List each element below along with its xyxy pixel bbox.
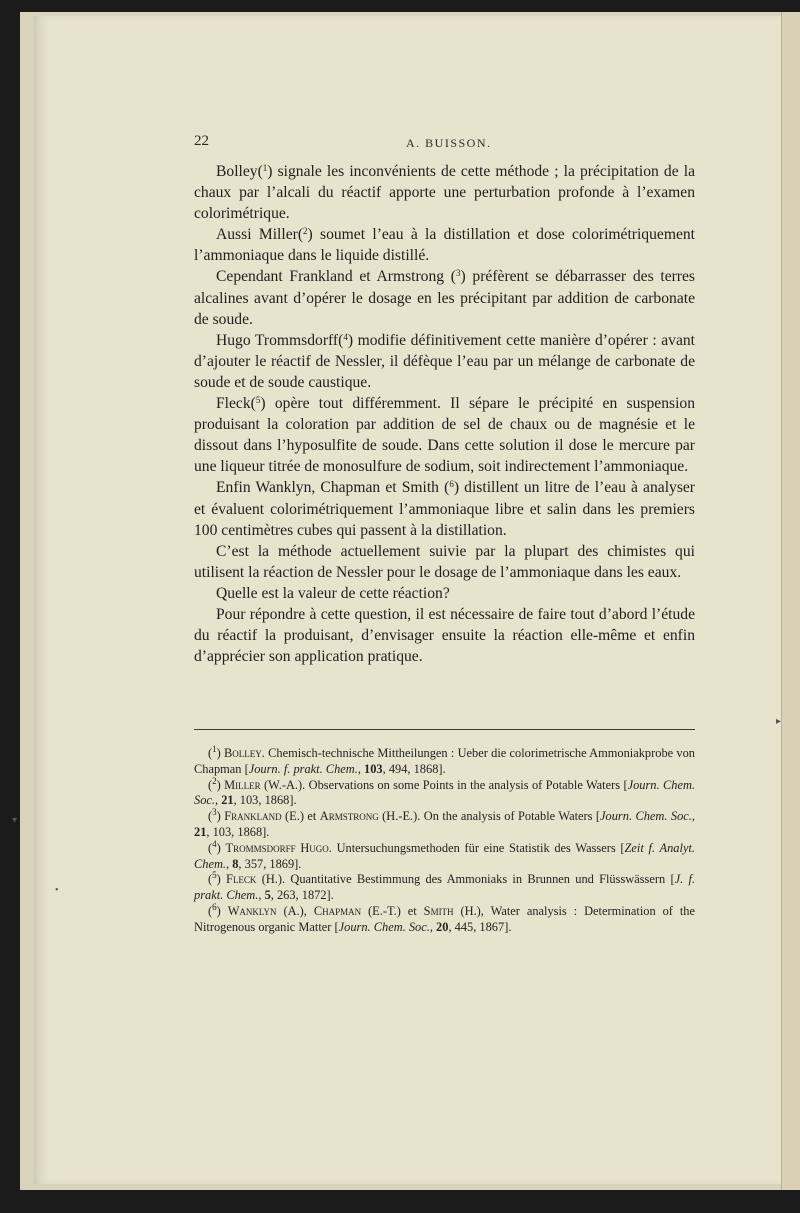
page-speck: • xyxy=(55,885,59,896)
footnote-number: 6 xyxy=(212,901,217,912)
footnote-text: , 103, 1868]. xyxy=(206,824,270,839)
footnote-text: (E.-T.) et xyxy=(361,903,424,918)
paragraph-text: opère tout différemment. Il sépare le précipité en suspension produisant la coloration par addition de sel de chaux ou de magnésie et le dissout dans l’hyposulfite de soude. Dans cette solution il dose le mercure par une liqueur titrée de monosulfure de sodium, soit indirectement l’ammoniaque. xyxy=(194,395,695,476)
footnote-text: , 263, 1872]. xyxy=(270,888,334,903)
footnote-separator: , xyxy=(258,888,265,903)
footnote-separator: , xyxy=(429,919,437,934)
footnote: ($^4$) Trommsdorff Hugo. Untersuchungsmethoden für eine Statistik des Wassers [Zeit f. Analyt. Chem., 8, 357, 1869]. xyxy=(194,838,695,871)
footnote-author: Armstrong xyxy=(319,809,379,824)
footnote: ($^2$) Miller (W.-A.). Observations on some Points in the analysis of Potable Waters [Journ. Chem. Soc., 21, 103, 1868]. xyxy=(194,775,695,808)
footnote-text: , 357, 1869]. xyxy=(238,856,302,871)
footnote-text: , 445, 1867]. xyxy=(448,919,512,934)
footnote-author: Miller xyxy=(224,777,261,792)
footnote-author: Frankland xyxy=(224,809,282,824)
paragraph: Quelle est la valeur de cette réaction? xyxy=(216,584,450,602)
journal-title: Journ. Chem. Soc. xyxy=(338,919,430,934)
paragraph: Enfin Wanklyn, Chapman et Smith ($^6$) distillent un litre de l’eau à analyser et évaluent colorimétriquement l’ammoniaque libre et salin dans les premiers 100 centimètres cubes qui passent à la distillation. xyxy=(194,479,695,539)
footnote-number: 5 xyxy=(212,870,217,881)
footnote-author: Smith xyxy=(423,903,454,918)
footnote-ref: 1 xyxy=(262,163,268,173)
footnote-text: (H.-E.). On the analysis of Potable Waters [ xyxy=(378,809,601,824)
footnote-divider xyxy=(194,729,695,730)
footnote-author: Fleck xyxy=(226,872,257,887)
footnote-text: , 494, 1868]. xyxy=(382,761,446,776)
paragraph: Pour répondre à cette question, il est nécessaire de faire tout d’abord l’étude du réactif la produisant, d’envisager ensuite la réaction elle-même et enfin d’apprécier son application pratique. xyxy=(194,605,695,666)
footnote-number: 4 xyxy=(212,838,217,849)
footnote-author: Bolley. xyxy=(224,746,265,760)
author-name: Hugo Trommsdorff xyxy=(216,331,339,349)
footnotes xyxy=(194,746,695,936)
page-speck: ▸ xyxy=(776,716,782,727)
footnote-separator: , xyxy=(357,761,365,776)
footnote-text: (E.) et xyxy=(281,809,320,824)
page-number: 22 xyxy=(194,133,209,149)
author-name: Fleck xyxy=(216,395,251,413)
running-head: A. BUISSON. xyxy=(406,136,492,150)
paragraph: Hugo Trommsdorff($^4$) modifie définitivement cette manière d’opérer : avant d’ajouter le réactif de Nessler, il défèque l’eau par un mélange de carbonate de soude et de soude caustique. xyxy=(194,331,695,391)
paragraph: Cependant Frankland et Armstrong ($^3$) préfèrent se débarrasser des terres alcalines avant d’opérer le dosage en les précipitant par addition de carbonate de soude. xyxy=(194,268,695,328)
footnote-ref: 4 xyxy=(343,331,348,342)
journal-volume: 8 xyxy=(232,856,239,871)
journal-title: Journ. f. prakt. Chem. xyxy=(248,761,358,776)
journal-title: Journ. Chem. Soc. xyxy=(600,809,692,824)
footnote-number: 1 xyxy=(212,744,217,754)
facing-page-edge xyxy=(781,12,800,1190)
footnote-text: Chemisch-technische Mittheilungen : Ueber die colorimetrische Ammoniakprobe von Chapman [ xyxy=(194,746,695,776)
journal-volume: 5 xyxy=(264,888,271,903)
footnote-ref: 5 xyxy=(255,395,261,406)
footnote: ($^1$) Bolley. Chemisch-technische Mittheilungen : Ueber die colorimetrische Ammoniakprobe von Chapman [Journ. f. prakt. Chem., 103, 494, 1868]. xyxy=(194,744,695,776)
paragraph-text: distillent un litre de l’eau à analyser et évaluent colorimétriquement l’ammoniaque libre et salin dans les premiers 100 centimètres cubes qui passent à la distillation. xyxy=(194,479,695,539)
paragraph-text: soumet l’eau à la distillation et dose colorimétriquement l’ammoniaque dans le liquide distillé. xyxy=(194,226,696,265)
journal-title: Zeit f. Analyt. Chem. xyxy=(194,840,695,871)
footnote-text: , 103, 1868]. xyxy=(233,793,297,808)
paragraph: C’est la méthode actuellement suivie par la plupart des chimistes qui utilisent la réaction de Nessler pour le dosage de l’ammoniaque dans les eaux. xyxy=(194,542,695,581)
footnote-author: Chapman xyxy=(313,903,362,918)
journal-volume: 21 xyxy=(194,824,207,839)
paragraph: Fleck($^5$) opère tout différemment. Il sépare le précipité en suspension produisant la coloration par addition de sel de chaux ou de magnésie et le dissout dans l’hyposulfite de soude. Dans cette solution il dose le mercure par une liqueur titrée de monosulfure de sodium, soit indirectement l’ammoniaque. xyxy=(194,395,695,476)
footnote-text: (W.-A.). Observations on some Points in the analysis of Potable Waters [ xyxy=(260,777,628,792)
footnote-ref: 3 xyxy=(455,268,461,279)
footnote-author: Trommsdorff Hugo. xyxy=(225,840,332,855)
footnote: ($^3$) Frankland (E.) et Armstrong (H.-E.). On the analysis of Potable Waters [Journ. Chem. Soc., 21, 103, 1868]. xyxy=(194,807,695,839)
journal-volume: 20 xyxy=(436,919,449,934)
author-name: Cependant Frankland et Armstrong xyxy=(216,268,451,286)
footnote-text: Untersuchungsmethoden für eine Statistik des Wassers [ xyxy=(331,840,625,855)
footnote-separator: , xyxy=(691,809,695,824)
author-name: Bolley xyxy=(216,163,258,180)
page-speck: ▾ xyxy=(12,815,18,826)
paragraph-text: modifie définitivement cette manière d’opérer : avant d’ajouter le réactif de Nessler, il défèque l’eau par un mélange de carbonate de soude et de soude caustique. xyxy=(194,331,695,391)
footnote-number: 3 xyxy=(212,807,217,818)
footnote-separator: , xyxy=(215,793,222,808)
journal-volume: 21 xyxy=(221,793,234,808)
journal-title: J. f. prakt. Chem. xyxy=(194,872,695,903)
author-name: Enfin Wanklyn, Chapman et Smith xyxy=(216,479,445,497)
journal-volume: 103 xyxy=(364,761,383,776)
paragraph-text: préfèrent se débarrasser des terres alcalines avant d’opérer le dosage en les précipitant par addition de carbonate de soude. xyxy=(194,268,695,328)
footnote-text: (A.), xyxy=(276,903,314,918)
footnote-text: (H.), Water analysis : Determination of the Nitrogenous organic Matter [ xyxy=(194,903,696,934)
footnote: ($^6$) Wanklyn (A.), Chapman (E.-T.) et Smith (H.), Water analysis : Determination of the Nitrogenous organic Matter [Journ. Chem. Soc., 20, 445, 1867]. xyxy=(194,901,696,934)
paragraph: Bolley($^1$) signale les inconvénients de cette méthode ; la précipitation de la chaux par l’alcali du réactif apporte une perturbation profonde à l’examen colorimétrique. xyxy=(194,163,695,223)
page-header xyxy=(194,133,694,155)
paragraph-text: signale les inconvénients de cette méthode ; la précipitation de la chaux par l’alcali du réactif apporte une perturbation profonde à l’examen colorimétrique. xyxy=(194,163,695,223)
footnote: ($^5$) Fleck (H.). Quantitative Bestimmung des Ammoniaks in Brunnen und Flüsswässern [J. f. prakt. Chem., 5, 263, 1872]. xyxy=(194,870,695,903)
footnote-ref: 6 xyxy=(449,479,454,490)
footnote-text: (H.). Quantitative Bestimmung des Ammoniaks in Brunnen und Flüsswässern [ xyxy=(256,872,675,887)
footnote-author: Wanklyn xyxy=(227,903,277,918)
author-name: Aussi Miller xyxy=(216,226,298,244)
footnote-separator: , xyxy=(226,856,233,871)
body-text xyxy=(194,161,695,667)
footnote-number: 2 xyxy=(212,775,217,786)
paragraph: Aussi Miller($^2$) soumet l’eau à la distillation et dose colorimétriquement l’ammoniaque dans le liquide distillé. xyxy=(194,226,696,265)
footnote-ref: 2 xyxy=(303,226,308,237)
journal-title: Journ. Chem. Soc. xyxy=(194,777,695,808)
